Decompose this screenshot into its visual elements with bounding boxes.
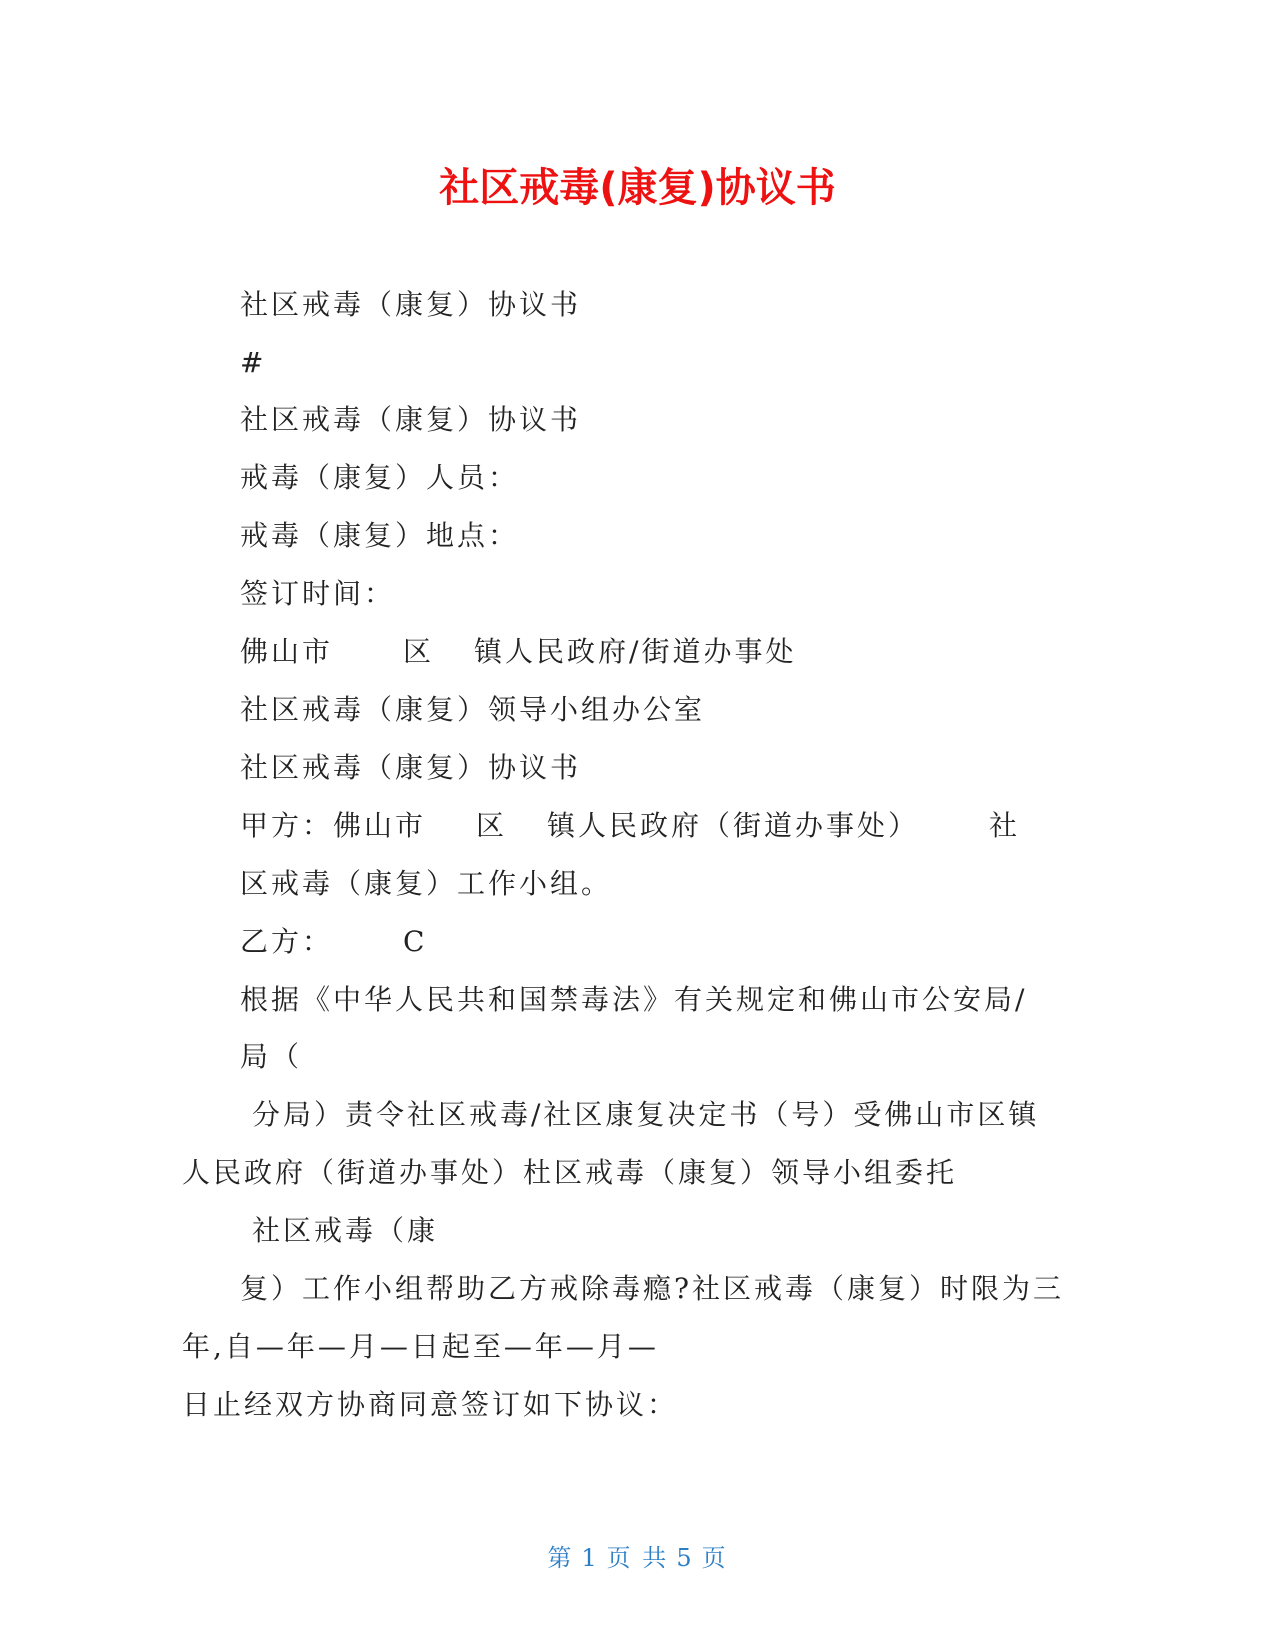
footer-suffix: 页 [701, 1544, 728, 1572]
text-segment: 镇人民政府（街道办事处） [547, 809, 920, 842]
footer-middle: 页 共 [606, 1544, 669, 1572]
body-line: 局（ [240, 1040, 303, 1073]
total-pages-number: 5 [676, 1544, 694, 1572]
body-line: 区戒毒（康复）工作小组。 [240, 867, 613, 900]
body-line: 签订时间： [240, 577, 396, 610]
text-segment: 乙方： [240, 925, 334, 958]
text-segment: 镇人民政府/街道办事处 [474, 635, 797, 668]
body-line: # [240, 346, 267, 379]
text-segment: 甲方：佛山市 [240, 809, 427, 842]
footer-prefix: 第 [547, 1544, 574, 1572]
text-segment: 区 [476, 809, 508, 842]
document-title: 社区戒毒(康复)协议书 [439, 165, 836, 211]
body-line [240, 632, 796, 672]
body-line: 日止经双方协商同意签订如下协议： [182, 1388, 679, 1421]
text-segment: 佛山市 [240, 635, 334, 668]
body-line [240, 806, 1020, 846]
body-line [240, 922, 427, 962]
body-line: 戒毒（康复）人员： [240, 461, 520, 494]
body-line: 社区戒毒（康复）协议书 [240, 288, 582, 321]
body-line: 戒毒（康复）地点： [240, 519, 520, 552]
body-line: 社区戒毒（康复）协议书 [240, 751, 582, 784]
body-line: 社区戒毒（康复）领导小组办公室 [240, 693, 706, 726]
text-segment: 社 [989, 809, 1021, 842]
text-segment: C [403, 925, 428, 958]
body-line: 年,自—年—月—日起至—年—月— [182, 1330, 659, 1363]
body-line: 分局）责令社区戒毒/社区康复决定书（号）受佛山市区镇 [252, 1098, 1040, 1131]
text-segment: 区 [403, 635, 435, 668]
page-footer [0, 1542, 1275, 1574]
body-line: 根据《中华人民共和国禁毒法》有关规定和佛山市公安局/ [240, 983, 1028, 1016]
body-line: 复）工作小组帮助乙方戒除毒瘾?社区戒毒（康复）时限为三 [240, 1272, 1065, 1305]
body-line: 人民政府（街道办事处）杜区戒毒（康复）领导小组委托 [182, 1156, 958, 1189]
body-line: 社区戒毒（康复）协议书 [240, 403, 582, 436]
current-page-number: 1 [581, 1544, 599, 1572]
body-line: 社区戒毒（康 [252, 1214, 439, 1247]
